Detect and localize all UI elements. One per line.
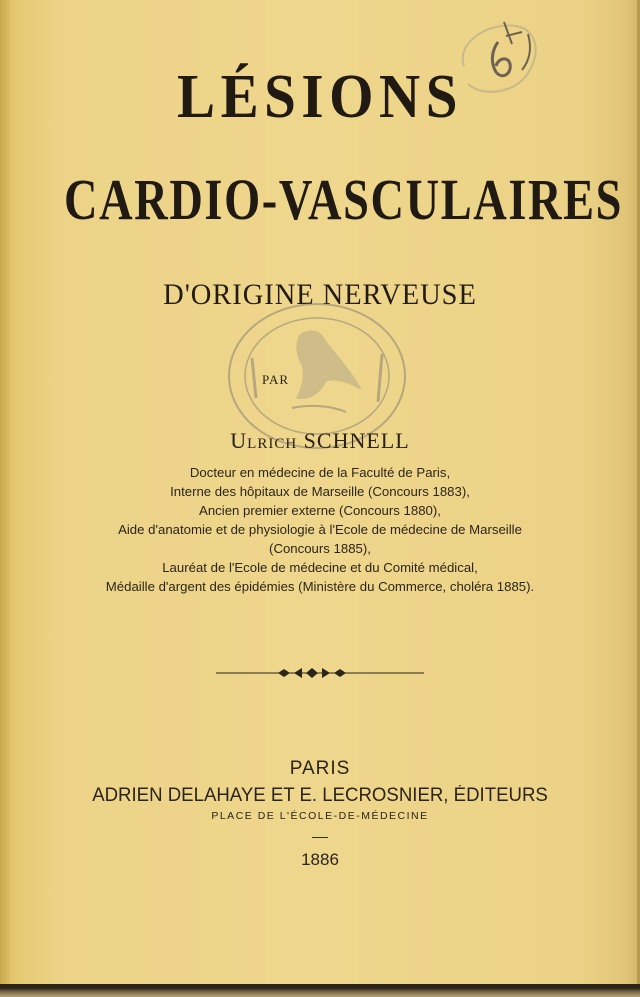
title-line-2: CARDIO-VASCULAIRES	[64, 167, 624, 232]
qualification-line: Médaille d'argent des épidémies (Ministère du Commerce, choléra 1885).	[105, 579, 535, 594]
qualification-line: Docteur en médecine de la Faculté de Paris,	[189, 465, 451, 480]
publisher-address: PLACE DE L'ÉCOLE-DE-MÉDECINE	[211, 810, 429, 822]
bottom-page-edge	[0, 984, 640, 997]
publisher-city: PARIS	[289, 758, 351, 779]
qualification-line: Ancien premier externe (Concours 1880),	[199, 503, 441, 518]
author-qualifications	[0, 463, 640, 596]
author-name: Ulrich SCHNELL	[230, 428, 410, 453]
qualification-line: Aide d'anatomie et de physiologie à l'Ecole de médecine de Marseille	[118, 522, 522, 537]
title-line-1: LÉSIONS	[177, 63, 463, 131]
by-label: PAR	[262, 372, 290, 387]
rule-ornament-icon	[216, 665, 424, 681]
qualification-line: Lauréat de l'Ecole de médecine et du Comité médical,	[162, 560, 478, 575]
qualification-line: Interne des hôpitaux de Marseille (Concours 1883),	[170, 484, 470, 499]
publication-year: 1886	[301, 850, 339, 869]
divider	[312, 837, 328, 838]
qualification-line: (Concours 1885),	[269, 541, 371, 556]
publisher-name: ADRIEN DELAHAYE ET E. LECROSNIER, ÉDITEURS	[92, 785, 548, 806]
title-line-3: D'ORIGINE NERVEUSE	[163, 278, 477, 311]
